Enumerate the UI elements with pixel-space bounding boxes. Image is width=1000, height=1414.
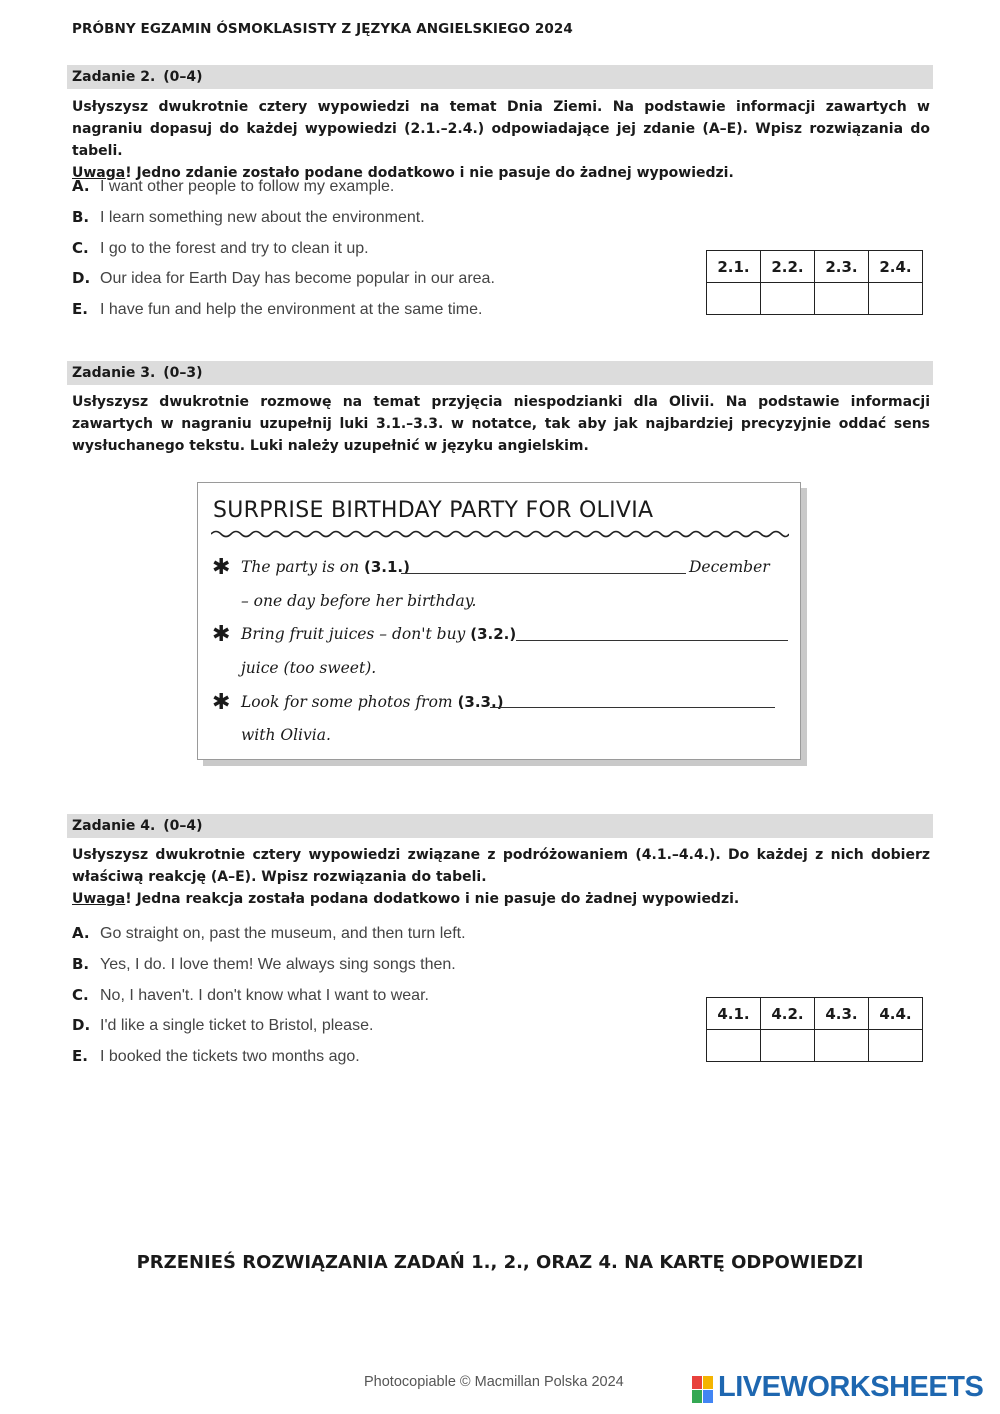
option-b bbox=[72, 949, 466, 980]
note-item-2-cont: juice (too sweet). bbox=[241, 659, 377, 677]
task2-instruction-text: Usłyszysz dwukrotnie cztery wypowiedzi na temat Dnia Ziemi. Na podstawie informacji zawartych w nagraniu dopasuj do każdej wypowiedzi (2.1.–2.4.) odpowiadające jej zdanie (A–E). Wpisz rozwiązania do tabeli. bbox=[72, 99, 930, 159]
option-text: I have fun and help the environment at the same time. bbox=[100, 301, 483, 319]
task2-answer-table bbox=[706, 250, 923, 315]
note-item-2 bbox=[241, 625, 516, 643]
exam-title: PRÓBNY EGZAMIN ÓSMOKLASISTY Z JĘZYKA ANGIELSKIEGO 2024 bbox=[72, 21, 573, 37]
gap-3-1-input[interactable] bbox=[401, 573, 686, 574]
note-item-2-before: Bring fruit juices – don't buy bbox=[241, 625, 466, 643]
option-letter: D. bbox=[72, 1016, 91, 1035]
task2-header bbox=[67, 65, 933, 89]
task4-answer-table bbox=[706, 997, 923, 1062]
task2-note-label: Uwaga bbox=[72, 165, 126, 181]
option-a bbox=[72, 918, 466, 949]
task4-note-label: Uwaga bbox=[72, 891, 126, 907]
option-letter: D. bbox=[72, 269, 91, 288]
answer-header: 4.2. bbox=[761, 998, 815, 1030]
asterisk-icon: ✱ bbox=[212, 690, 231, 715]
task4-instruction-text: Usłyszysz dwukrotnie cztery wypowiedzi związane z podróżowaniem (4.1.–4.4.). Do każdej z nich dobierz właściwą reakcję (A–E). Wpisz rozwiązania do tabeli. bbox=[72, 847, 930, 885]
option-letter: B. bbox=[72, 207, 90, 226]
task4-note-text: ! Jedna reakcja została podana dodatkowo i nie pasuje do żadnej wypowiedzi. bbox=[125, 891, 740, 907]
note-item-1-cont: – one day before her birthday. bbox=[241, 592, 477, 610]
option-letter: C. bbox=[72, 238, 89, 257]
option-text: I learn something new about the environment. bbox=[100, 208, 425, 226]
gap-3-1-label: (3.1.) bbox=[364, 558, 410, 576]
task4-options bbox=[72, 918, 466, 1072]
gap-3-2-input[interactable] bbox=[516, 640, 788, 641]
task4-label: Zadanie 4. bbox=[72, 818, 156, 834]
task4-note bbox=[72, 888, 930, 910]
answer-cell-2-4[interactable] bbox=[869, 283, 923, 315]
note-item-3-before: Look for some photos from bbox=[241, 693, 453, 711]
answer-header: 2.4. bbox=[869, 251, 923, 283]
task2-points: (0–4) bbox=[163, 69, 203, 85]
asterisk-icon: ✱ bbox=[212, 555, 231, 580]
option-text: No, I haven't. I don't know what I want to wear. bbox=[100, 986, 429, 1004]
option-d bbox=[72, 263, 495, 294]
option-text: Go straight on, past the museum, and then turn left. bbox=[100, 925, 466, 942]
option-letter: E. bbox=[72, 1047, 88, 1066]
option-e bbox=[72, 294, 495, 325]
gap-3-3-input[interactable] bbox=[490, 707, 775, 708]
option-text: I booked the tickets two months ago. bbox=[100, 1048, 360, 1066]
option-c bbox=[72, 980, 466, 1011]
option-text: Our idea for Earth Day has become popular in our area. bbox=[100, 270, 495, 288]
copyright-text: Photocopiable © Macmillan Polska 2024 bbox=[364, 1374, 624, 1390]
liveworksheets-brand[interactable]: LIVEWORKSHEETS bbox=[718, 1371, 984, 1403]
option-a bbox=[72, 171, 495, 202]
answer-header: 4.1. bbox=[707, 998, 761, 1030]
answer-cell-4-2[interactable] bbox=[761, 1030, 815, 1062]
task4-header bbox=[67, 814, 933, 838]
transfer-answers-note: PRZENIEŚ ROZWIĄZANIA ZADAŃ 1., 2., ORAZ 4. NA KARTĘ ODPOWIEDZI bbox=[136, 1252, 864, 1273]
task4-points: (0–4) bbox=[163, 818, 203, 834]
wavy-underline bbox=[211, 529, 789, 539]
answer-header: 2.3. bbox=[815, 251, 869, 283]
task3-label: Zadanie 3. bbox=[72, 365, 156, 381]
option-letter: A. bbox=[72, 177, 90, 195]
option-d bbox=[72, 1010, 466, 1041]
note-item-1-before: The party is on bbox=[241, 558, 360, 576]
task3-points: (0–3) bbox=[163, 365, 203, 381]
note-item-3 bbox=[241, 693, 504, 711]
answer-cell-4-3[interactable] bbox=[815, 1030, 869, 1062]
note-card bbox=[197, 482, 801, 760]
note-title: SURPRISE BIRTHDAY PARTY FOR OLIVIA bbox=[213, 498, 654, 523]
option-text: I go to the forest and try to clean it up. bbox=[100, 239, 369, 257]
option-c bbox=[72, 233, 495, 264]
note-item-3-cont: with Olivia. bbox=[241, 726, 331, 744]
liveworksheets-logo-icon bbox=[692, 1376, 714, 1404]
answer-header: 2.2. bbox=[761, 251, 815, 283]
answer-header: 4.4. bbox=[869, 998, 923, 1030]
task3-instruction-text: Usłyszysz dwukrotnie rozmowę na temat przyjęcia niespodzianki dla Olivii. Na podstawie informacji zawartych w nagraniu uzupełnij luki 3.1.–3.3. w notatce, tak aby jak najbardziej precyzyjnie oddać sens wysłuchanego tekstu. Luki należy uzupełnić w języku angielskim. bbox=[72, 394, 930, 454]
option-text: I want other people to follow my example. bbox=[100, 178, 395, 195]
task4-instruction bbox=[72, 844, 930, 910]
answer-header: 4.3. bbox=[815, 998, 869, 1030]
option-text: I'd like a single ticket to Bristol, please. bbox=[100, 1017, 374, 1035]
answer-cell-2-2[interactable] bbox=[761, 283, 815, 315]
gap-3-3-label: (3.3.) bbox=[457, 693, 504, 711]
option-letter: A. bbox=[72, 924, 90, 942]
option-letter: B. bbox=[72, 954, 90, 973]
gap-3-2-label: (3.2.) bbox=[470, 625, 517, 643]
note-item-1-after: December bbox=[689, 558, 770, 576]
task2-options bbox=[72, 171, 495, 325]
task3-instruction bbox=[72, 391, 930, 457]
option-letter: C. bbox=[72, 985, 89, 1004]
option-text: Yes, I do. I love them! We always sing songs then. bbox=[100, 955, 456, 973]
task2-note-text: ! Jedno zdanie zostało podane dodatkowo i nie pasuje do żadnej wypowiedzi. bbox=[125, 165, 734, 181]
answer-header: 2.1. bbox=[707, 251, 761, 283]
option-e bbox=[72, 1041, 466, 1072]
option-letter: E. bbox=[72, 300, 88, 319]
option-b bbox=[72, 202, 495, 233]
answer-cell-2-1[interactable] bbox=[707, 283, 761, 315]
task2-label: Zadanie 2. bbox=[72, 69, 156, 85]
asterisk-icon: ✱ bbox=[212, 622, 231, 647]
note-item-1 bbox=[241, 558, 410, 576]
answer-cell-2-3[interactable] bbox=[815, 283, 869, 315]
answer-cell-4-1[interactable] bbox=[707, 1030, 761, 1062]
answer-cell-4-4[interactable] bbox=[869, 1030, 923, 1062]
task3-header bbox=[67, 361, 933, 385]
